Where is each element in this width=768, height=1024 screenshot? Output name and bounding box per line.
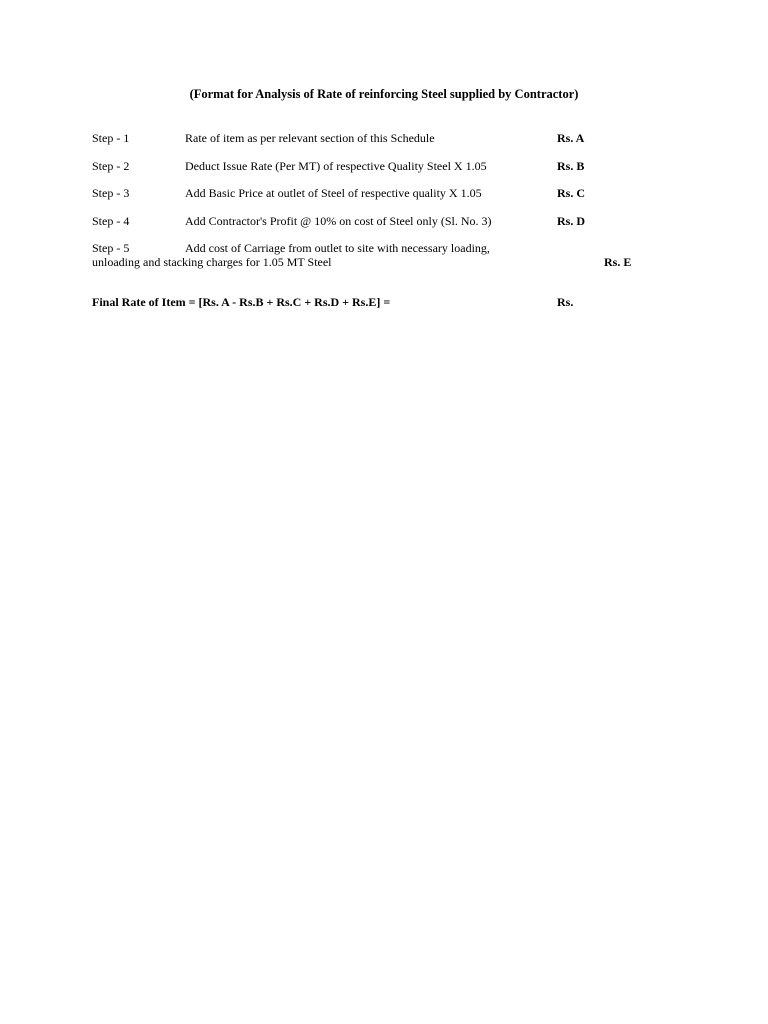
step-label: Step - 4 (92, 214, 130, 228)
step-description: Deduct Issue Rate (Per MT) of respective Quality Steel X 1.05 (185, 159, 487, 173)
step-row-3 (0, 186, 768, 202)
step-description-continuation: unloading and stacking charges for 1.05 MT Steel (92, 255, 332, 269)
final-rate-amount: Rs. (557, 295, 574, 309)
step-amount: Rs. A (557, 131, 585, 145)
step-amount: Rs. E (604, 255, 632, 269)
document-title: (Format for Analysis of Rate of reinforcing Steel supplied by Contractor) (189, 87, 579, 101)
step-label: Step - 1 (92, 131, 130, 145)
step-amount: Rs. C (557, 186, 586, 200)
step-amount: Rs. D (557, 214, 586, 228)
step-row-4 (0, 214, 768, 230)
step-description: Add Basic Price at outlet of Steel of respective quality X 1.05 (185, 186, 482, 200)
step-description: Add cost of Carriage from outlet to site with necessary loading, (185, 241, 490, 255)
final-rate-row (0, 295, 768, 311)
step-description: Rate of item as per relevant section of this Schedule (185, 131, 435, 145)
step-row-5-continuation (0, 255, 768, 271)
step-label: Step - 3 (92, 186, 130, 200)
step-row-2 (0, 159, 768, 175)
step-description: Add Contractor's Profit @ 10% on cost of Steel only (Sl. No. 3) (185, 214, 492, 228)
step-row-1 (0, 131, 768, 147)
step-amount: Rs. B (557, 159, 585, 173)
final-rate-label: Final Rate of Item = [Rs. A - Rs.B + Rs.C + Rs.D + Rs.E] = (92, 295, 391, 309)
step-label: Step - 2 (92, 159, 130, 173)
step-label: Step - 5 (92, 241, 130, 255)
